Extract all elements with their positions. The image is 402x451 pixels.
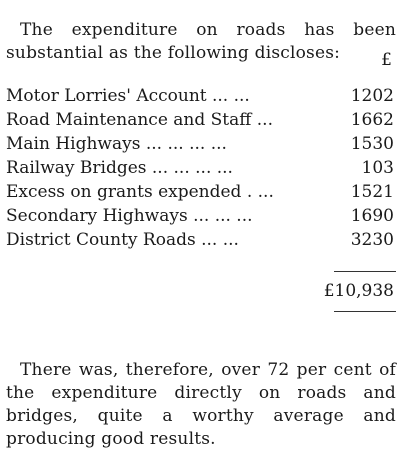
expenditure-amount: 3230 bbox=[350, 230, 394, 250]
expenditure-amount: 1530 bbox=[350, 134, 394, 154]
expenditure-row bbox=[6, 180, 396, 204]
expenditure-amount: 1202 bbox=[350, 86, 394, 106]
expenditure-table bbox=[6, 84, 396, 252]
expenditure-label: Secondary Highways ... ... ... bbox=[6, 206, 253, 226]
expenditure-label: Excess on grants expended . ... bbox=[6, 182, 274, 202]
conclusion-paragraph: There was, therefore, over 72 per cent of the expenditure directly on roads and bridges, quite a worthy average and producing good results. bbox=[6, 360, 396, 449]
expenditure-row bbox=[6, 84, 396, 108]
expenditure-amount: 1521 bbox=[350, 182, 394, 202]
expenditure-label: District County Roads ... ... bbox=[6, 230, 239, 250]
expenditure-row bbox=[6, 108, 396, 132]
currency-column-header: £ bbox=[381, 50, 392, 70]
expenditure-label: Road Maintenance and Staff ... bbox=[6, 110, 273, 130]
expenditure-amount: 1690 bbox=[350, 206, 394, 226]
expenditure-label: Railway Bridges ... ... ... ... bbox=[6, 158, 233, 178]
expenditure-total: £10,938 bbox=[323, 281, 394, 301]
total-rule-bottom bbox=[334, 311, 396, 312]
intro-paragraph: The expenditure on roads has been substantial as the following discloses: bbox=[6, 20, 396, 63]
expenditure-amount: 1662 bbox=[350, 110, 394, 130]
expenditure-row bbox=[6, 228, 396, 252]
expenditure-amount: 103 bbox=[361, 158, 394, 178]
expenditure-label: Main Highways ... ... ... ... bbox=[6, 134, 227, 154]
expenditure-label: Motor Lorries' Account ... ... bbox=[6, 86, 250, 106]
expenditure-row bbox=[6, 156, 396, 180]
total-rule-top bbox=[334, 271, 396, 272]
expenditure-row bbox=[6, 132, 396, 156]
expenditure-row bbox=[6, 204, 396, 228]
